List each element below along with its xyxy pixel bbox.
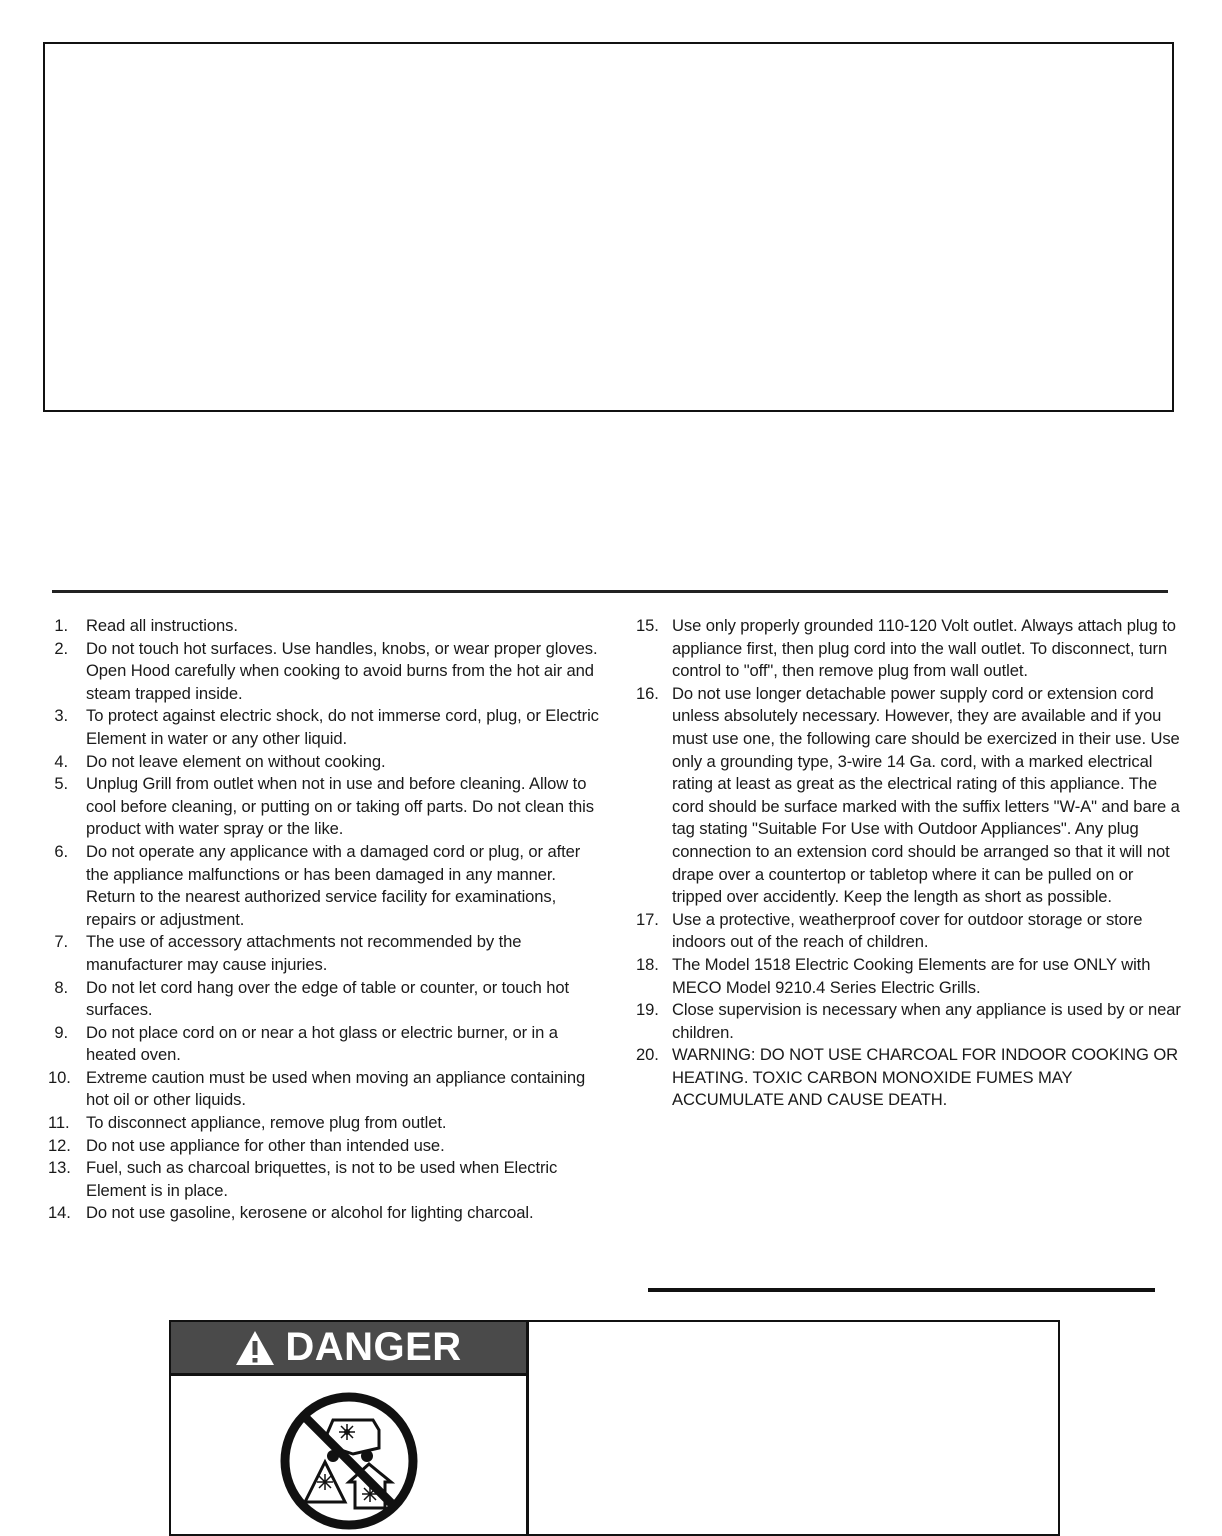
instruction-number: 19. bbox=[636, 1000, 659, 1020]
instruction-number: 1. bbox=[54, 616, 68, 635]
instruction-text: Fuel, such as charcoal briquettes, is not to be used when Electric Element is in place. bbox=[86, 1158, 558, 1200]
instruction-number: 3. bbox=[54, 706, 68, 726]
instruction-text: Use a protective, weatherproof cover for outdoor storage or store indoors out of the reach of children. bbox=[672, 909, 1143, 952]
instruction-text: Unplug Grill from outlet when not in use and before cleaning. Allow to cool before cleaning, or putting on or taking off parts. Do not clean this product with water spray or the like. bbox=[86, 774, 594, 839]
instruction-item bbox=[50, 931, 605, 976]
instruction-text: Do not place cord on or near a hot glass or electric burner, or in a heated oven. bbox=[86, 1022, 558, 1065]
instruction-item bbox=[50, 751, 605, 774]
instruction-number: 9. bbox=[54, 1022, 68, 1042]
instruction-item bbox=[636, 615, 1181, 683]
instruction-text: Close supervision is necessary when any appliance is used by or near children. bbox=[672, 1000, 1181, 1042]
instruction-item bbox=[50, 1157, 605, 1202]
instruction-text: Do not leave element on without cooking. bbox=[86, 751, 386, 771]
instruction-text: To disconnect appliance, remove plug from outlet. bbox=[86, 1113, 447, 1133]
signature-line bbox=[648, 1288, 1155, 1292]
danger-label-left-panel bbox=[171, 1322, 529, 1534]
instruction-number: 17. bbox=[636, 909, 659, 929]
instruction-number: 10. bbox=[48, 1067, 71, 1087]
instruction-item bbox=[50, 977, 605, 1022]
instruction-item bbox=[50, 1067, 605, 1112]
instruction-text: Extreme caution must be used when moving an appliance containing hot oil or other liquids. bbox=[86, 1067, 586, 1110]
instruction-number: 18. bbox=[636, 954, 659, 974]
danger-header bbox=[171, 1322, 526, 1376]
instruction-text: Read all instructions. bbox=[86, 616, 238, 635]
instruction-number: 7. bbox=[54, 932, 68, 952]
instruction-number: 14. bbox=[48, 1203, 71, 1223]
instruction-item bbox=[636, 909, 1181, 954]
instruction-number: 15. bbox=[636, 616, 659, 635]
instruction-text: Do not use gasoline, kerosene or alcohol for lighting charcoal. bbox=[86, 1203, 534, 1223]
instruction-item bbox=[50, 1022, 605, 1067]
instruction-text: To protect against electric shock, do not immerse cord, plug, or Electric Element in water or any other liquid. bbox=[86, 706, 599, 748]
instruction-number: 6. bbox=[54, 841, 68, 861]
instruction-item bbox=[50, 615, 605, 638]
instruction-text: WARNING: DO NOT USE CHARCOAL FOR INDOOR COOKING OR HEATING. TOXIC CARBON MONOXIDE FUMES MAY ACCUMULATE AND CAUSE DEATH. bbox=[672, 1045, 1179, 1110]
instruction-text: Do not use longer detachable power supply cord or extension cord unless absolutely necessary. However, they are available and if you must use one, the following care should be exercized in their use. Use only a grounding type, 3-wire 14 Ga. cord, with a marked electrical rating at least as great as the electrical rating of this appliance. The cord should be surface marked with the suffix letters "W-A" and bare a tag stating "Suitable For Use with Outdoor Appliances". Any plug connection to an extension cord should be arranged so that it will not drape over a countertop or tabletop where it can be pulled on or tripped over accidently. Keep the length as short as possible. bbox=[672, 683, 1180, 907]
instruction-item bbox=[50, 841, 605, 931]
instruction-item bbox=[50, 1202, 605, 1225]
instruction-item bbox=[636, 683, 1181, 909]
section-divider bbox=[52, 590, 1168, 593]
instruction-number: 8. bbox=[54, 977, 68, 997]
instruction-item bbox=[636, 954, 1181, 999]
danger-title: DANGER bbox=[285, 1325, 462, 1369]
warning-triangle-icon bbox=[235, 1330, 275, 1366]
instruction-item bbox=[50, 1112, 605, 1135]
instructions-right-column bbox=[636, 615, 1181, 1112]
instruction-text: Do not touch hot surfaces. Use handles, knobs, or wear proper gloves. Open Hood carefully when cooking to avoid burns from the hot air and steam trapped inside. bbox=[86, 638, 598, 703]
instruction-text: Use only properly grounded 110-120 Volt outlet. Always attach plug to appliance first, then plug cord into the wall outlet. To disconnect, turn control to "off", then remove plug from wall outlet. bbox=[672, 616, 1176, 681]
instruction-item bbox=[50, 1135, 605, 1158]
instruction-number: 12. bbox=[48, 1135, 71, 1155]
blank-frame bbox=[43, 42, 1174, 412]
instruction-text: Do not use appliance for other than intended use. bbox=[86, 1135, 445, 1155]
instruction-text: Do not operate any applicance with a damaged cord or plug, or after the appliance malfunctions or has been damaged in any manner. Return to the nearest authorized service facility for examinations, repairs or adjustment. bbox=[86, 841, 581, 929]
instruction-number: 20. bbox=[636, 1045, 659, 1065]
instruction-number: 13. bbox=[48, 1158, 71, 1178]
instructions-left-column bbox=[50, 615, 605, 1225]
instruction-text: The use of accessory attachments not recommended by the manufacturer may cause injuries. bbox=[86, 932, 522, 974]
no-indoor-charcoal-icon bbox=[275, 1390, 423, 1532]
instruction-item bbox=[50, 773, 605, 841]
danger-label bbox=[169, 1320, 1060, 1536]
instruction-text: The Model 1518 Electric Cooking Elements are for use ONLY with MECO Model 9210.4 Series Electric Grills. bbox=[672, 954, 1151, 997]
instruction-item bbox=[636, 1044, 1181, 1112]
instruction-number: 2. bbox=[54, 638, 68, 658]
instruction-number: 5. bbox=[54, 774, 68, 794]
instruction-item bbox=[50, 705, 605, 750]
instruction-text: Do not let cord hang over the edge of table or counter, or touch hot surfaces. bbox=[86, 977, 570, 1020]
instruction-number: 16. bbox=[636, 683, 659, 703]
instruction-number: 4. bbox=[54, 751, 68, 771]
instruction-item bbox=[50, 638, 605, 706]
instruction-number: 11. bbox=[48, 1113, 70, 1133]
instruction-item bbox=[636, 999, 1181, 1044]
